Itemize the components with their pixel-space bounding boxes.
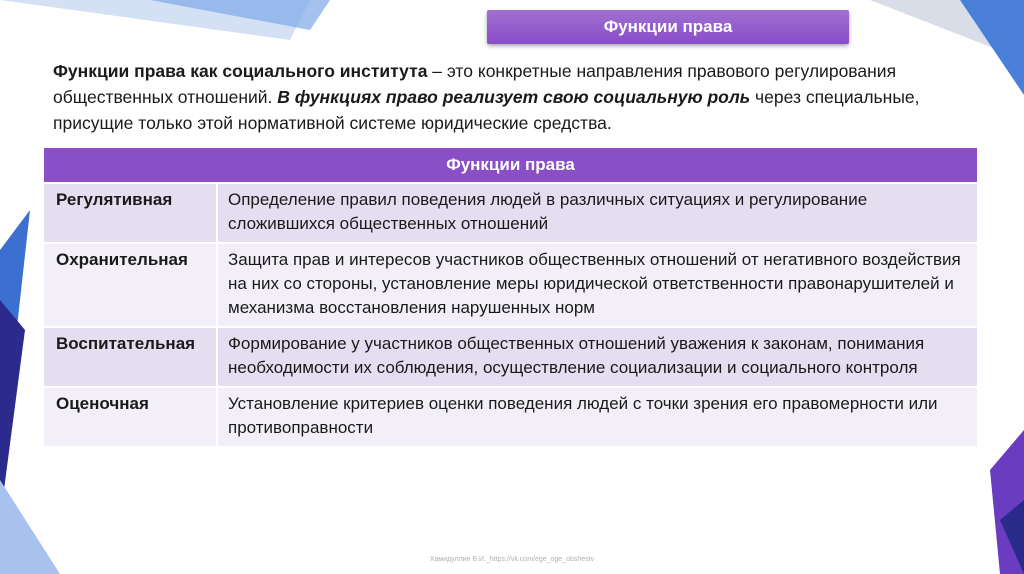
- table-row: [44, 243, 977, 327]
- table-header: Функции права: [44, 148, 977, 183]
- function-description: Формирование у участников общественных отношений уважения к законам, понимания необходимости их соблюдения, осуществление социализации и социального контроля: [217, 327, 977, 387]
- table-row: [44, 327, 977, 387]
- function-description: Защита прав и интересов участников общественных отношений от негативного воздействия на них со стороны, установление меры юридической ответственности правонарушителей и механизма восстановления нарушенных норм: [217, 243, 977, 327]
- footer-credit: Хамидуллин Б.И._https://vk.com/ege_oge_obshestv: [429, 556, 595, 563]
- table-row: [44, 387, 977, 446]
- function-description: Определение правил поведения людей в различных ситуациях и регулирование сложившихся общественных отношений: [217, 183, 977, 243]
- function-name: Воспитательная: [44, 327, 217, 387]
- function-name: Оценочная: [44, 387, 217, 446]
- functions-table: [44, 148, 977, 446]
- table-row: [44, 183, 977, 243]
- function-name: Регулятивная: [44, 183, 217, 243]
- intro-emphasis: В функциях право реализует свою социальную роль: [277, 87, 751, 107]
- intro-paragraph: [53, 58, 953, 136]
- slide-title: Функции права: [487, 10, 849, 44]
- intro-definition: – это конкретные направления правового регулирования общественных отношений.: [53, 61, 897, 107]
- intro-term: Функции права как социального института: [53, 61, 428, 81]
- table-header-row: [44, 148, 977, 183]
- function-description: Установление критериев оценки поведения людей с точки зрения его правомерности или противоправности: [217, 387, 977, 446]
- intro-rest: через специальные, присущие только этой нормативной системе юридические средства.: [53, 87, 920, 133]
- function-name: Охранительная: [44, 243, 217, 327]
